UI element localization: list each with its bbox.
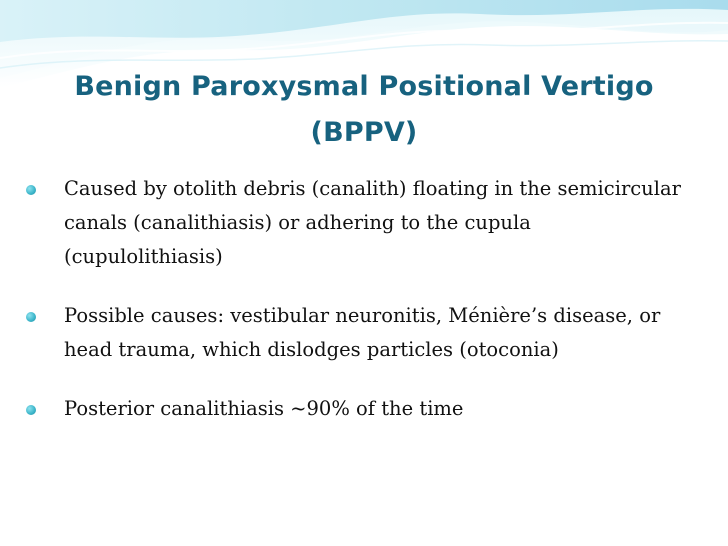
- slide-title-line-2: (BPPV): [310, 117, 418, 148]
- bullet-dot-icon: [26, 185, 36, 195]
- bullet-dot-icon: [26, 312, 36, 322]
- bullet-dot-icon: [26, 405, 36, 415]
- bullet-text-possible-causes: Possible causes: vestibular neuronitis, Ménière’s disease, or head trauma, which dislodges particles (otoconia): [64, 304, 661, 361]
- bullet-item-cause: [22, 172, 682, 274]
- bullet-item-frequency: [22, 392, 682, 426]
- bullet-item-possible-causes: [22, 299, 682, 367]
- bullet-text-frequency: Posterior canalithiasis ~90% of the time: [64, 397, 464, 420]
- slide-title: [30, 64, 698, 156]
- slide-title-line-1: Benign Paroxysmal Positional Vertigo: [74, 71, 654, 102]
- bullet-list: [22, 172, 682, 426]
- bullet-text-cause: Caused by otolith debris (canalith) floating in the semicircular canals (canalithiasis) or adhering to the cupula (cupulolithiasis): [64, 177, 681, 268]
